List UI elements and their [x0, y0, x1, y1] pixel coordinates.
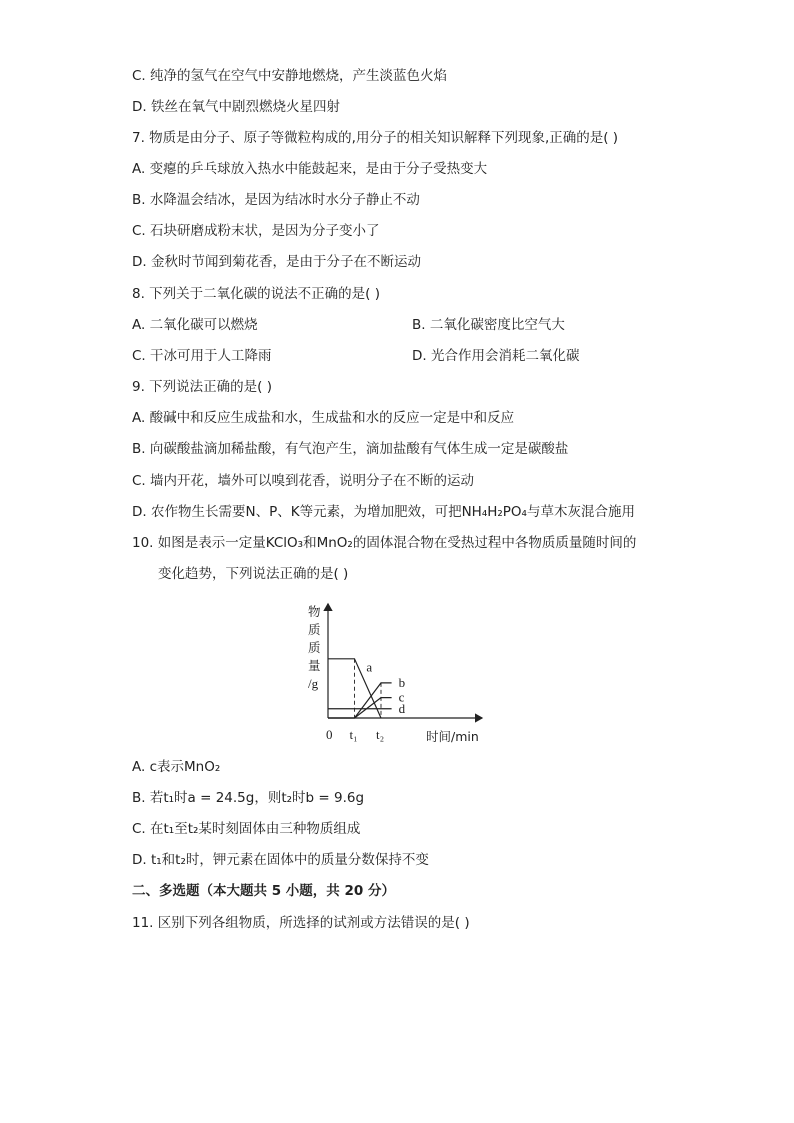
origin-label: 0: [326, 727, 333, 742]
series-c-line: [328, 698, 392, 718]
y-axis-label-part: 量: [308, 658, 321, 673]
option-10d: D. t₁和t₂时，钾元素在固体中的质量分数保持不变: [132, 852, 429, 868]
question-9: 9. 下列说法正确的是( ): [132, 379, 272, 395]
option-10c: C. 在t₁至t₂某时刻固体由三种物质组成: [132, 821, 361, 837]
x-axis-label: 时间/min: [426, 729, 479, 744]
option-6d: D. 铁丝在氧气中剧烈燃烧火星四射: [132, 99, 340, 115]
mass-time-chart: [300, 598, 500, 748]
option-7d: D. 金秋时节闻到菊花香，是由于分子在不断运动: [132, 254, 421, 270]
y-axis-label-part: /g: [308, 676, 319, 691]
series-label-d: d: [398, 700, 406, 716]
option-8d: D. 光合作用会消耗二氧化碳: [412, 348, 580, 364]
series-label-a: a: [366, 659, 373, 675]
option-9a: A. 酸碱中和反应生成盐和水，生成盐和水的反应一定是中和反应: [132, 410, 515, 426]
question-8: 8. 下列关于二氧化碳的说法不正确的是( ): [132, 286, 380, 302]
y-axis-label-part: 物: [308, 604, 321, 619]
option-6c: C. 纯净的氢气在空气中安静地燃烧，产生淡蓝色火焰: [132, 68, 448, 84]
option-9b: B. 向碳酸盐滴加稀盐酸，有气泡产生，滴加盐酸有气体生成一定是碳酸盐: [132, 441, 569, 457]
option-9c: C. 墙内开花，墙外可以嗅到花香，说明分子在不断的运动: [132, 473, 475, 489]
question-11: 11. 区别下列各组物质，所选择的试剂或方法错误的是( ): [132, 915, 470, 931]
x-tick-label: t₁: [349, 727, 358, 742]
option-8a: A. 二氧化碳可以燃烧: [132, 317, 258, 333]
option-7c: C. 石块研磨成粉末状，是因为分子变小了: [132, 223, 380, 239]
series-label-b: b: [398, 674, 406, 690]
option-9d: D. 农作物生长需要N、P、K等元素，为增加肥效，可把NH₄H₂PO₄与草木灰混合施用: [132, 504, 635, 520]
question-10-line1: 10. 如图是表示一定量KClO₃和MnO₂的固体混合物在受热过程中各物质质量随时间的: [132, 535, 637, 551]
y-axis-label-part: 质: [308, 640, 321, 655]
question-7: 7. 物质是由分子、原子等微粒构成的,用分子的相关知识解释下列现象,正确的是( ): [132, 130, 619, 146]
series-b-line: [328, 683, 392, 718]
option-10a: A. c表示MnO₂: [132, 759, 221, 775]
question-10-line2: 变化趋势，下列说法正确的是( ): [158, 566, 349, 582]
option-7a: A. 变瘪的乒乓球放入热水中能鼓起来，是由于分子受热变大: [132, 161, 488, 177]
option-8b: B. 二氧化碳密度比空气大: [412, 317, 565, 333]
option-7b: B. 水降温会结冰，是因为结冰时水分子静止不动: [132, 192, 420, 208]
option-10b: B. 若t₁时a = 24.5g，则t₂时b = 9.6g: [132, 790, 365, 806]
series-label-c: c: [398, 689, 405, 705]
x-tick-label: t₂: [376, 727, 385, 742]
option-8c: C. 干冰可用于人工降雨: [132, 348, 272, 364]
y-axis-label-part: 质: [308, 622, 321, 637]
section-heading-multiple-choice: 二、多选题（本大题共 5 小题，共 20 分）: [132, 883, 395, 899]
